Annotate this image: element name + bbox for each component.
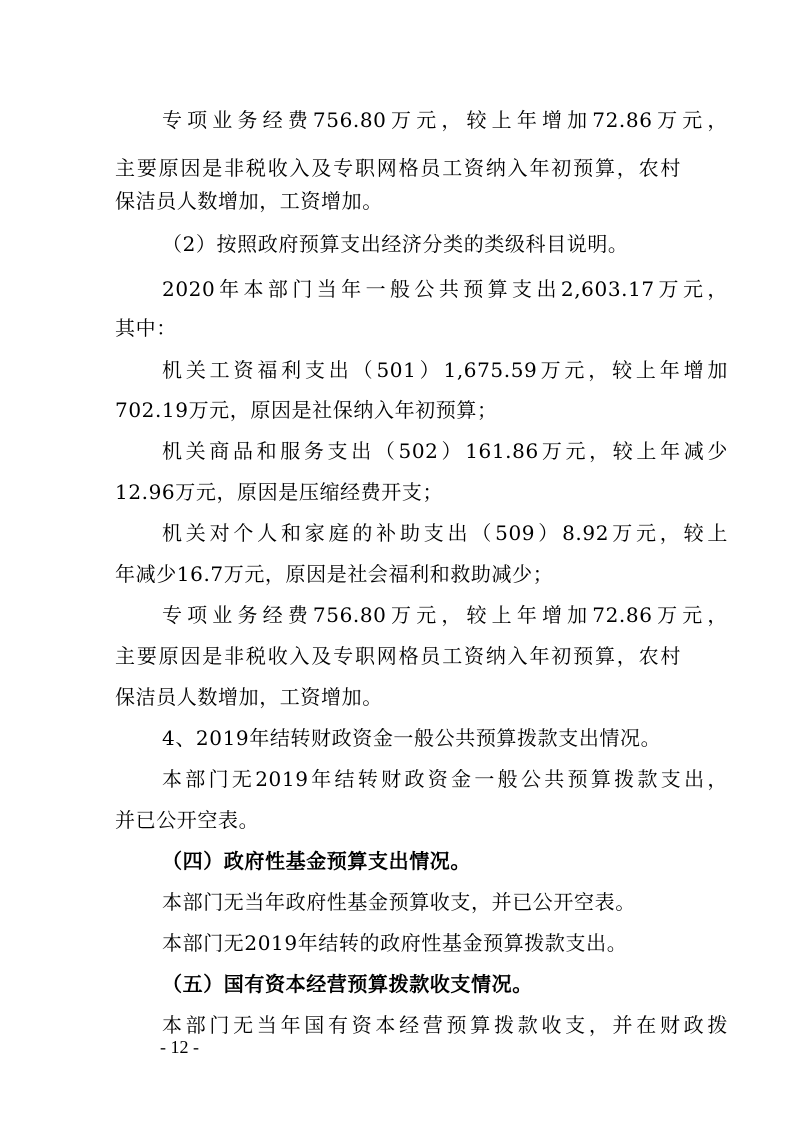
paragraph-line: 本部门无2019年结转的政府性基金预算拨款支出。 (162, 931, 628, 955)
section-heading: （四）政府性基金预算支出情况。 (162, 849, 471, 873)
section-heading: （五）国有资本经营预算拨款收支情况。 (162, 972, 533, 996)
paragraph-line: 本部门无当年政府性基金预算收支，并已公开空表。 (162, 890, 636, 914)
paragraph-line: 本部门无2019年结转财政资金一般公共预算拨款支出， (162, 767, 728, 791)
paragraph-line: 年减少16.7万元，原因是社会福利和救助减少； (115, 562, 554, 586)
subheading-line: 4、2019年结转财政资金一般公共预算拨款支出情况。 (162, 726, 662, 750)
paragraph-line: 2020年本部门当年一般公共预算支出2,603.17万元， (162, 277, 728, 301)
paragraph-line: 保洁员人数增加，工资增加。 (115, 685, 383, 709)
paragraph-line: 并已公开空表。 (115, 808, 260, 832)
page-number: - 12 - (160, 1037, 199, 1057)
paragraph-line: 专项业务经费756.80万元，较上年增加72.86万元， (162, 603, 728, 627)
paragraph-line: 保洁员人数增加，工资增加。 (115, 189, 383, 213)
paragraph-line: 主要原因是非税收入及专职网格员工资纳入年初预算，农村 (115, 644, 681, 668)
paragraph-line: 机关工资福利支出（501）1,675.59万元，较上年增加 (162, 358, 728, 382)
paragraph-line: 其中： (115, 316, 177, 340)
paragraph-line: 702.19万元，原因是社保纳入年初预算； (115, 398, 498, 422)
paragraph-line: 机关对个人和家庭的补助支出（509）8.92万元，较上 (162, 521, 728, 545)
paragraph-line: 本部门无当年国有资本经营预算拨款收支，并在财政拨 (162, 1013, 728, 1037)
subheading-line: （2）按照政府预算支出经济分类的类级科目说明。 (162, 232, 629, 256)
paragraph-line: 主要原因是非税收入及专职网格员工资纳入年初预算，农村 (115, 156, 681, 180)
paragraph-line: 机关商品和服务支出（502）161.86万元，较上年减少 (162, 439, 728, 463)
paragraph-line: 专项业务经费756.80万元，较上年增加72.86万元， (162, 108, 728, 132)
paragraph-line: 12.96万元，原因是压缩经费开支； (115, 480, 444, 504)
